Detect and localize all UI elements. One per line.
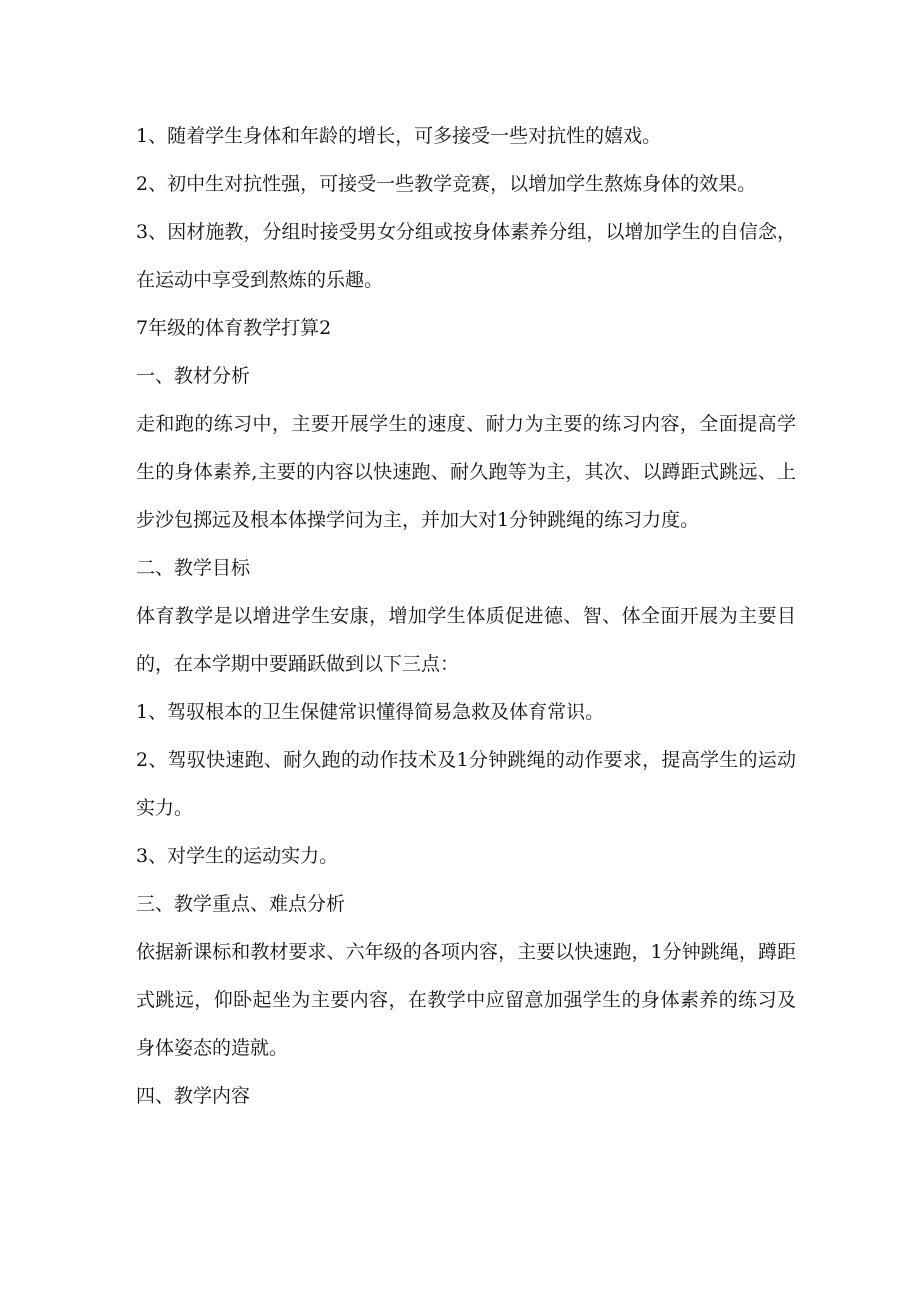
paragraph-key-points: 依据新课标和教材要求、六年级的各项内容，主要以快速跑，1分钟跳绳，蹲距式跳远，仰卧起坐为主要内容，在教学中应留意加强学生的身体素养的练习及身体姿态的造就。 <box>136 941 796 1059</box>
paragraph-goals-intro: 体育教学是以增进学生安康，增加学生体质促进德、智、体全面开展为主要目的，在本学期中要踊跃做到以下三点： <box>136 605 796 675</box>
heading-teaching-content: 四、教学内容 <box>136 1085 251 1107</box>
heading-key-points: 三、教学重点、难点分析 <box>136 893 346 915</box>
goal-item-2: 2、驾驭快速跑、耐久跑的动作技术及1分钟跳绳的动作要求，提高学生的运动实力。 <box>136 749 796 819</box>
heading-materials-analysis: 一、教材分析 <box>136 365 251 387</box>
paragraph-3: 3、因材施教，分组时接受男女分组或按身体素养分组，以增加学生的自信念，在运动中享受到熬炼的乐趣。 <box>136 221 796 291</box>
goal-item-1: 1、驾驭根本的卫生保健常识懂得简易急救及体育常识。 <box>136 701 605 723</box>
goal-item-3: 3、对学生的运动实力。 <box>136 845 339 867</box>
paragraph-2: 2、初中生对抗性强，可接受一些教学竞赛，以增加学生熬炼身体的效果。 <box>136 173 757 195</box>
paragraph-materials: 走和跑的练习中，主要开展学生的速度、耐力为主要的练习内容，全面提高学生的身体素养,主要的内容以快速跑、耐久跑等为主，其次、以蹲距式跳远、上步沙包掷远及根本体操学问为主，并加大对1分钟跳绳的练习力度。 <box>136 413 796 531</box>
paragraph-1: 1、随着学生身体和年龄的增长，可多接受一些对抗性的嬉戏。 <box>136 125 662 147</box>
document-body <box>136 112 796 1120</box>
section-title: 7年级的体育教学打算2 <box>136 317 332 339</box>
heading-teaching-goals: 二、教学目标 <box>136 557 251 579</box>
